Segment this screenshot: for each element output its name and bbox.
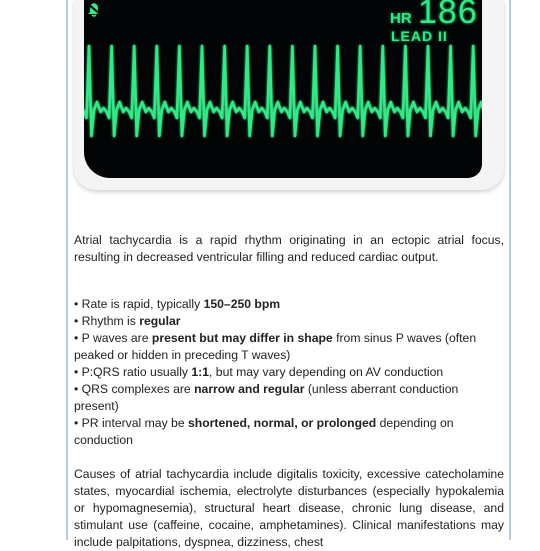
criteria-item-rhythm: • Rhythm is regular <box>74 314 181 328</box>
lead-label: LEAD II <box>391 28 448 44</box>
ecg-waveform <box>84 46 482 136</box>
criteria-item-p-waves: • P waves are present but may differ in shape from sinus P waves (often peaked or hidden in preceding T waves) <box>74 331 477 362</box>
criteria-item-rate: • Rate is rapid, typically 150–250 bpm <box>74 297 281 311</box>
intro-paragraph: Atrial tachycardia is a rapid rhythm originating in an ectopic atrial focus, resulting in decreased ventricular filling and reduced cardiac output. <box>74 233 504 264</box>
causes-paragraph: Causes of atrial tachycardia include digitalis toxicity, excessive catecholamine states, myocardial ischemia, electrolyte disturbances (especially hypokalemia or hypomagnesemia), structural heart disease, chronic lung disease, and stimulant use (caffeine, cocaine, amphetamines). Clinical manifestations may include palpitations, dyspnea, dizziness, chest <box>74 467 504 549</box>
criteria-list <box>74 296 504 449</box>
bell-silenced-icon <box>84 0 104 18</box>
document-text <box>74 232 504 551</box>
page-border-right <box>509 0 511 540</box>
criteria-item-qrs: • QRS complexes are narrow and regular (unless aberrant conduction present) <box>74 382 459 413</box>
criteria-item-pqrs-ratio: • P:QRS ratio usually 1:1, but may vary depending on AV conduction <box>74 365 444 379</box>
page-border-left <box>66 0 68 540</box>
heart-rate-label: HR <box>390 10 412 27</box>
criteria-item-pr-interval: • PR interval may be shortened, normal, or prolonged depending on conduction <box>74 416 454 447</box>
ecg-monitor-screen <box>84 0 482 178</box>
heart-rate-value: 186 <box>418 0 478 31</box>
